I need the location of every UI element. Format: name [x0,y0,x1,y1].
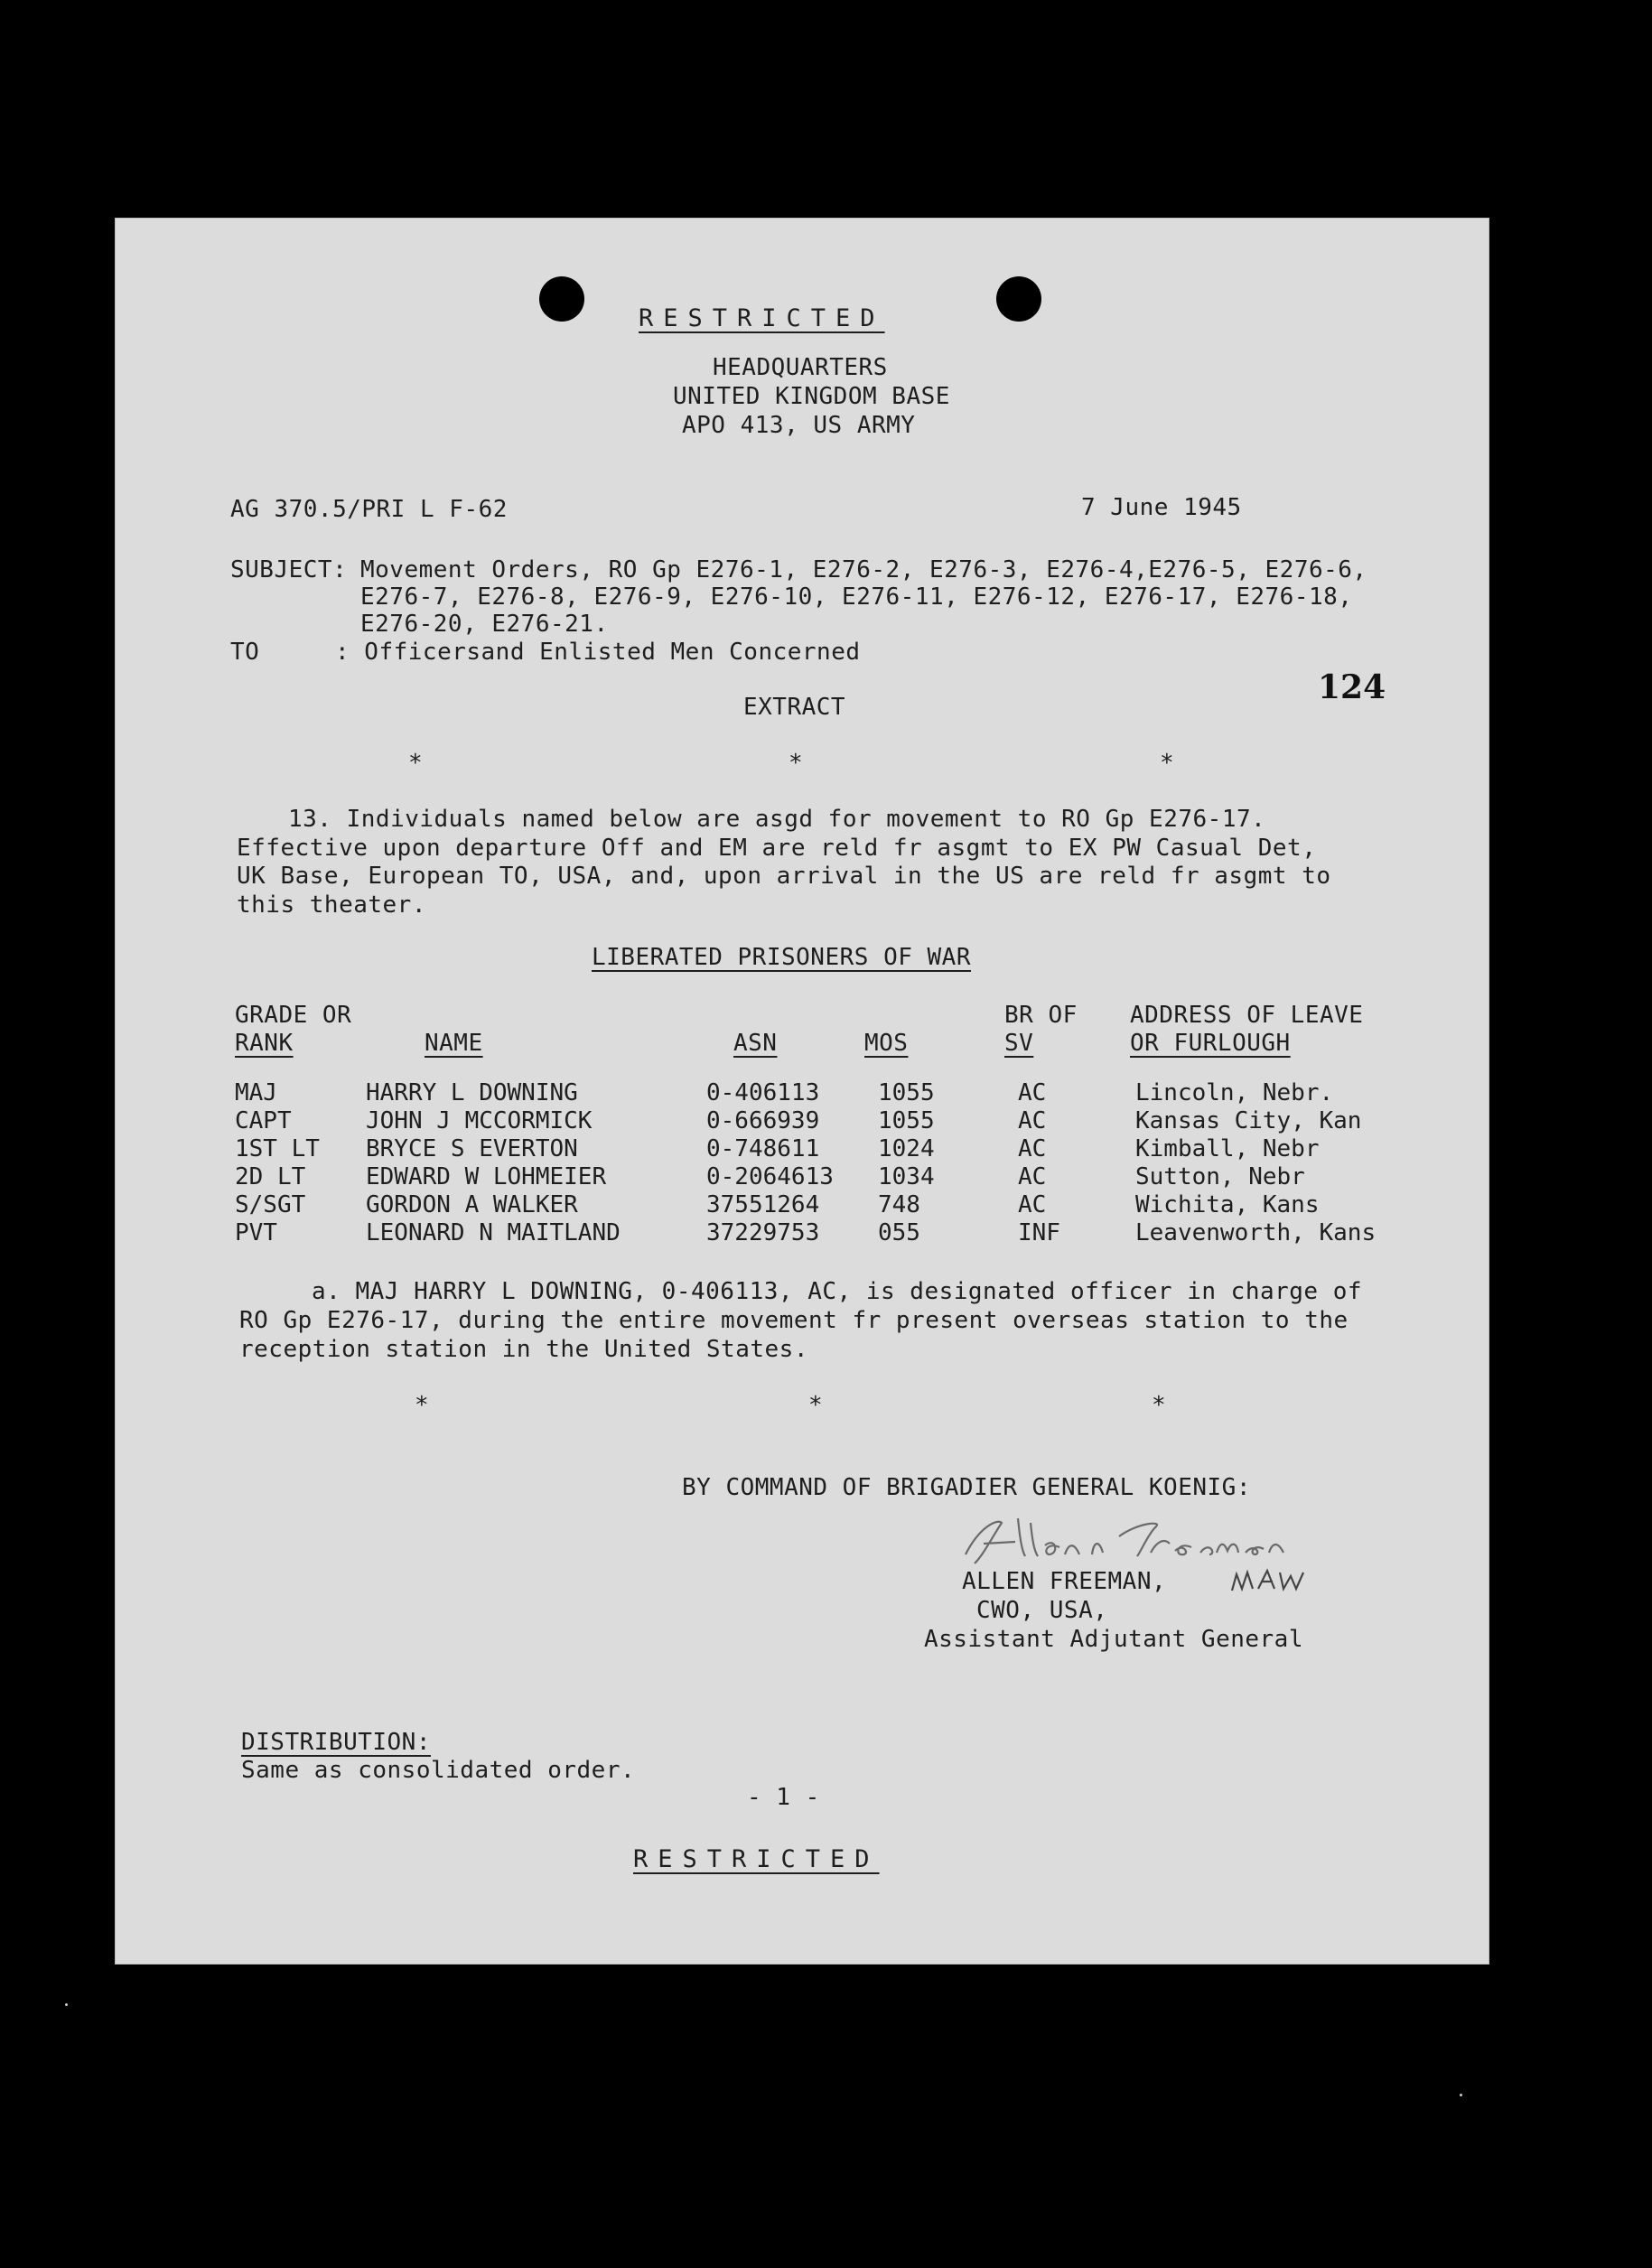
cell-mos: 055 [878,1219,920,1246]
separator-mark: * [789,750,804,777]
background-speck [65,2003,68,2006]
separator-mark: * [1152,1392,1167,1419]
cell-branch: AC [1018,1135,1047,1162]
classification-bottom: RESTRICTED [633,1845,880,1873]
header-br-line-2: SV [1004,1030,1034,1057]
cell-asn: 37229753 [706,1219,820,1246]
distribution-value: Same as consolidated order. [241,1757,636,1784]
cell-mos: 1034 [878,1163,935,1190]
handwritten-initials [1227,1563,1327,1600]
cell-name: HARRY L DOWNING [366,1079,578,1106]
separator-mark: * [415,1392,430,1419]
to-label: TO [230,639,260,666]
page-number: - 1 - [747,1784,820,1811]
reference-number: AG 370.5/PRI L F-62 [230,496,508,523]
paragraph-13-line-4: this theater. [237,891,426,919]
cell-rank: CAPT [235,1107,292,1134]
cell-address: Leavenworth, Kans [1135,1219,1377,1246]
cell-address: Sutton, Nebr [1135,1163,1305,1190]
table-row [235,1190,1388,1218]
cell-mos: 1055 [878,1107,935,1134]
subject-line-3: E276-20, E276-21. [360,611,609,638]
cell-asn: 0-748611 [706,1135,820,1162]
extract-label: EXTRACT [743,694,846,721]
cell-name: LEONARD N MAITLAND [366,1219,621,1246]
page-stamp-number: 124 [1318,668,1386,706]
paragraph-13-line-1: 13. Individuals named below are asgd for movement to RO Gp E276-17. [288,806,1266,833]
header-mos: MOS [864,1030,909,1057]
header-grade-line-1: GRADE OR [235,1002,352,1029]
section-title: LIBERATED PRISONERS OF WAR [592,944,971,971]
table-row [235,1106,1388,1134]
separator-mark: * [1160,750,1175,777]
cell-rank: S/SGT [235,1191,306,1218]
cell-address: Kimball, Nebr [1135,1135,1320,1162]
to-value: : Officersand Enlisted Men Concerned [335,639,861,666]
cell-rank: 2D LT [235,1163,306,1190]
cell-name: GORDON A WALKER [366,1191,578,1218]
document-page [115,218,1489,1965]
header-address-line-2: OR FURLOUGH [1130,1030,1291,1057]
cell-mos: 748 [878,1191,920,1218]
cell-mos: 1024 [878,1135,935,1162]
cell-rank: PVT [235,1219,277,1246]
paragraph-a-line-3: reception station in the United States. [239,1336,808,1363]
cell-rank: 1ST LT [235,1135,320,1162]
paragraph-a-line-1: a. MAJ HARRY L DOWNING, 0-406113, AC, is designated officer in charge of [312,1278,1363,1305]
document-date: 7 June 1945 [1081,494,1242,521]
paragraph-13-line-2: Effective upon departure Off and EM are reld fr asgmt to EX PW Casual Det, [237,835,1317,862]
subject-label: SUBJECT: [230,556,348,583]
cell-branch: INF [1018,1219,1060,1246]
subject-line-1: Movement Orders, RO Gp E276-1, E276-2, E276-3, E276-4,E276-5, E276-6, [360,556,1367,583]
subject-line-2: E276-7, E276-8, E276-9, E276-10, E276-11, E276-12, E276-17, E276-18, [360,583,1353,611]
cell-name: JOHN J MCCORMICK [366,1107,593,1134]
hq-line-1: HEADQUARTERS [713,354,888,381]
cell-asn: 0-406113 [706,1079,820,1106]
cell-address: Wichita, Kans [1135,1191,1320,1218]
header-grade-line-2: RANK [235,1030,294,1057]
cell-asn: 0-666939 [706,1107,820,1134]
header-address-line-1: ADDRESS OF LEAVE [1130,1002,1364,1029]
header-asn: ASN [733,1030,778,1057]
paragraph-a-line-2: RO Gp E276-17, during the entire movement fr present overseas station to the [239,1307,1349,1334]
separator-mark: * [408,750,424,777]
cell-asn: 0-2064613 [706,1163,834,1190]
signer-title: Assistant Adjutant General [924,1626,1303,1653]
cell-branch: AC [1018,1079,1047,1106]
cell-branch: AC [1018,1191,1047,1218]
table-row [235,1218,1388,1246]
cell-branch: AC [1018,1107,1047,1134]
background-speck [1460,2094,1462,2096]
command-line: BY COMMAND OF BRIGADIER GENERAL KOENIG: [682,1474,1251,1501]
hq-line-3: APO 413, US ARMY [682,412,916,439]
cell-asn: 37551264 [706,1191,820,1218]
cell-address: Lincoln, Nebr. [1135,1079,1334,1106]
distribution-label: DISTRIBUTION: [241,1729,431,1756]
cell-branch: AC [1018,1163,1047,1190]
classification-top: RESTRICTED [639,304,885,332]
paragraph-13-line-3: UK Base, European TO, USA, and, upon arrival in the US are reld fr asgmt to [237,863,1331,890]
table-row [235,1134,1388,1162]
cell-mos: 1055 [878,1079,935,1106]
roster-table [235,1078,1388,1246]
signer-name: ALLEN FREEMAN, [962,1568,1167,1595]
signer-rank: CWO, USA, [976,1597,1108,1624]
separator-mark: * [808,1392,824,1419]
cell-address: Kansas City, Kan [1135,1107,1362,1134]
header-br-line-1: BR OF [1004,1002,1078,1029]
header-name: NAME [425,1030,483,1057]
table-row [235,1078,1388,1106]
cell-name: EDWARD W LOHMEIER [366,1163,607,1190]
cell-rank: MAJ [235,1079,277,1106]
table-row [235,1162,1388,1190]
punch-hole-right [996,276,1041,322]
cell-name: BRYCE S EVERTON [366,1135,578,1162]
hq-line-2: UNITED KINGDOM BASE [673,383,950,410]
punch-hole-left [539,276,584,322]
